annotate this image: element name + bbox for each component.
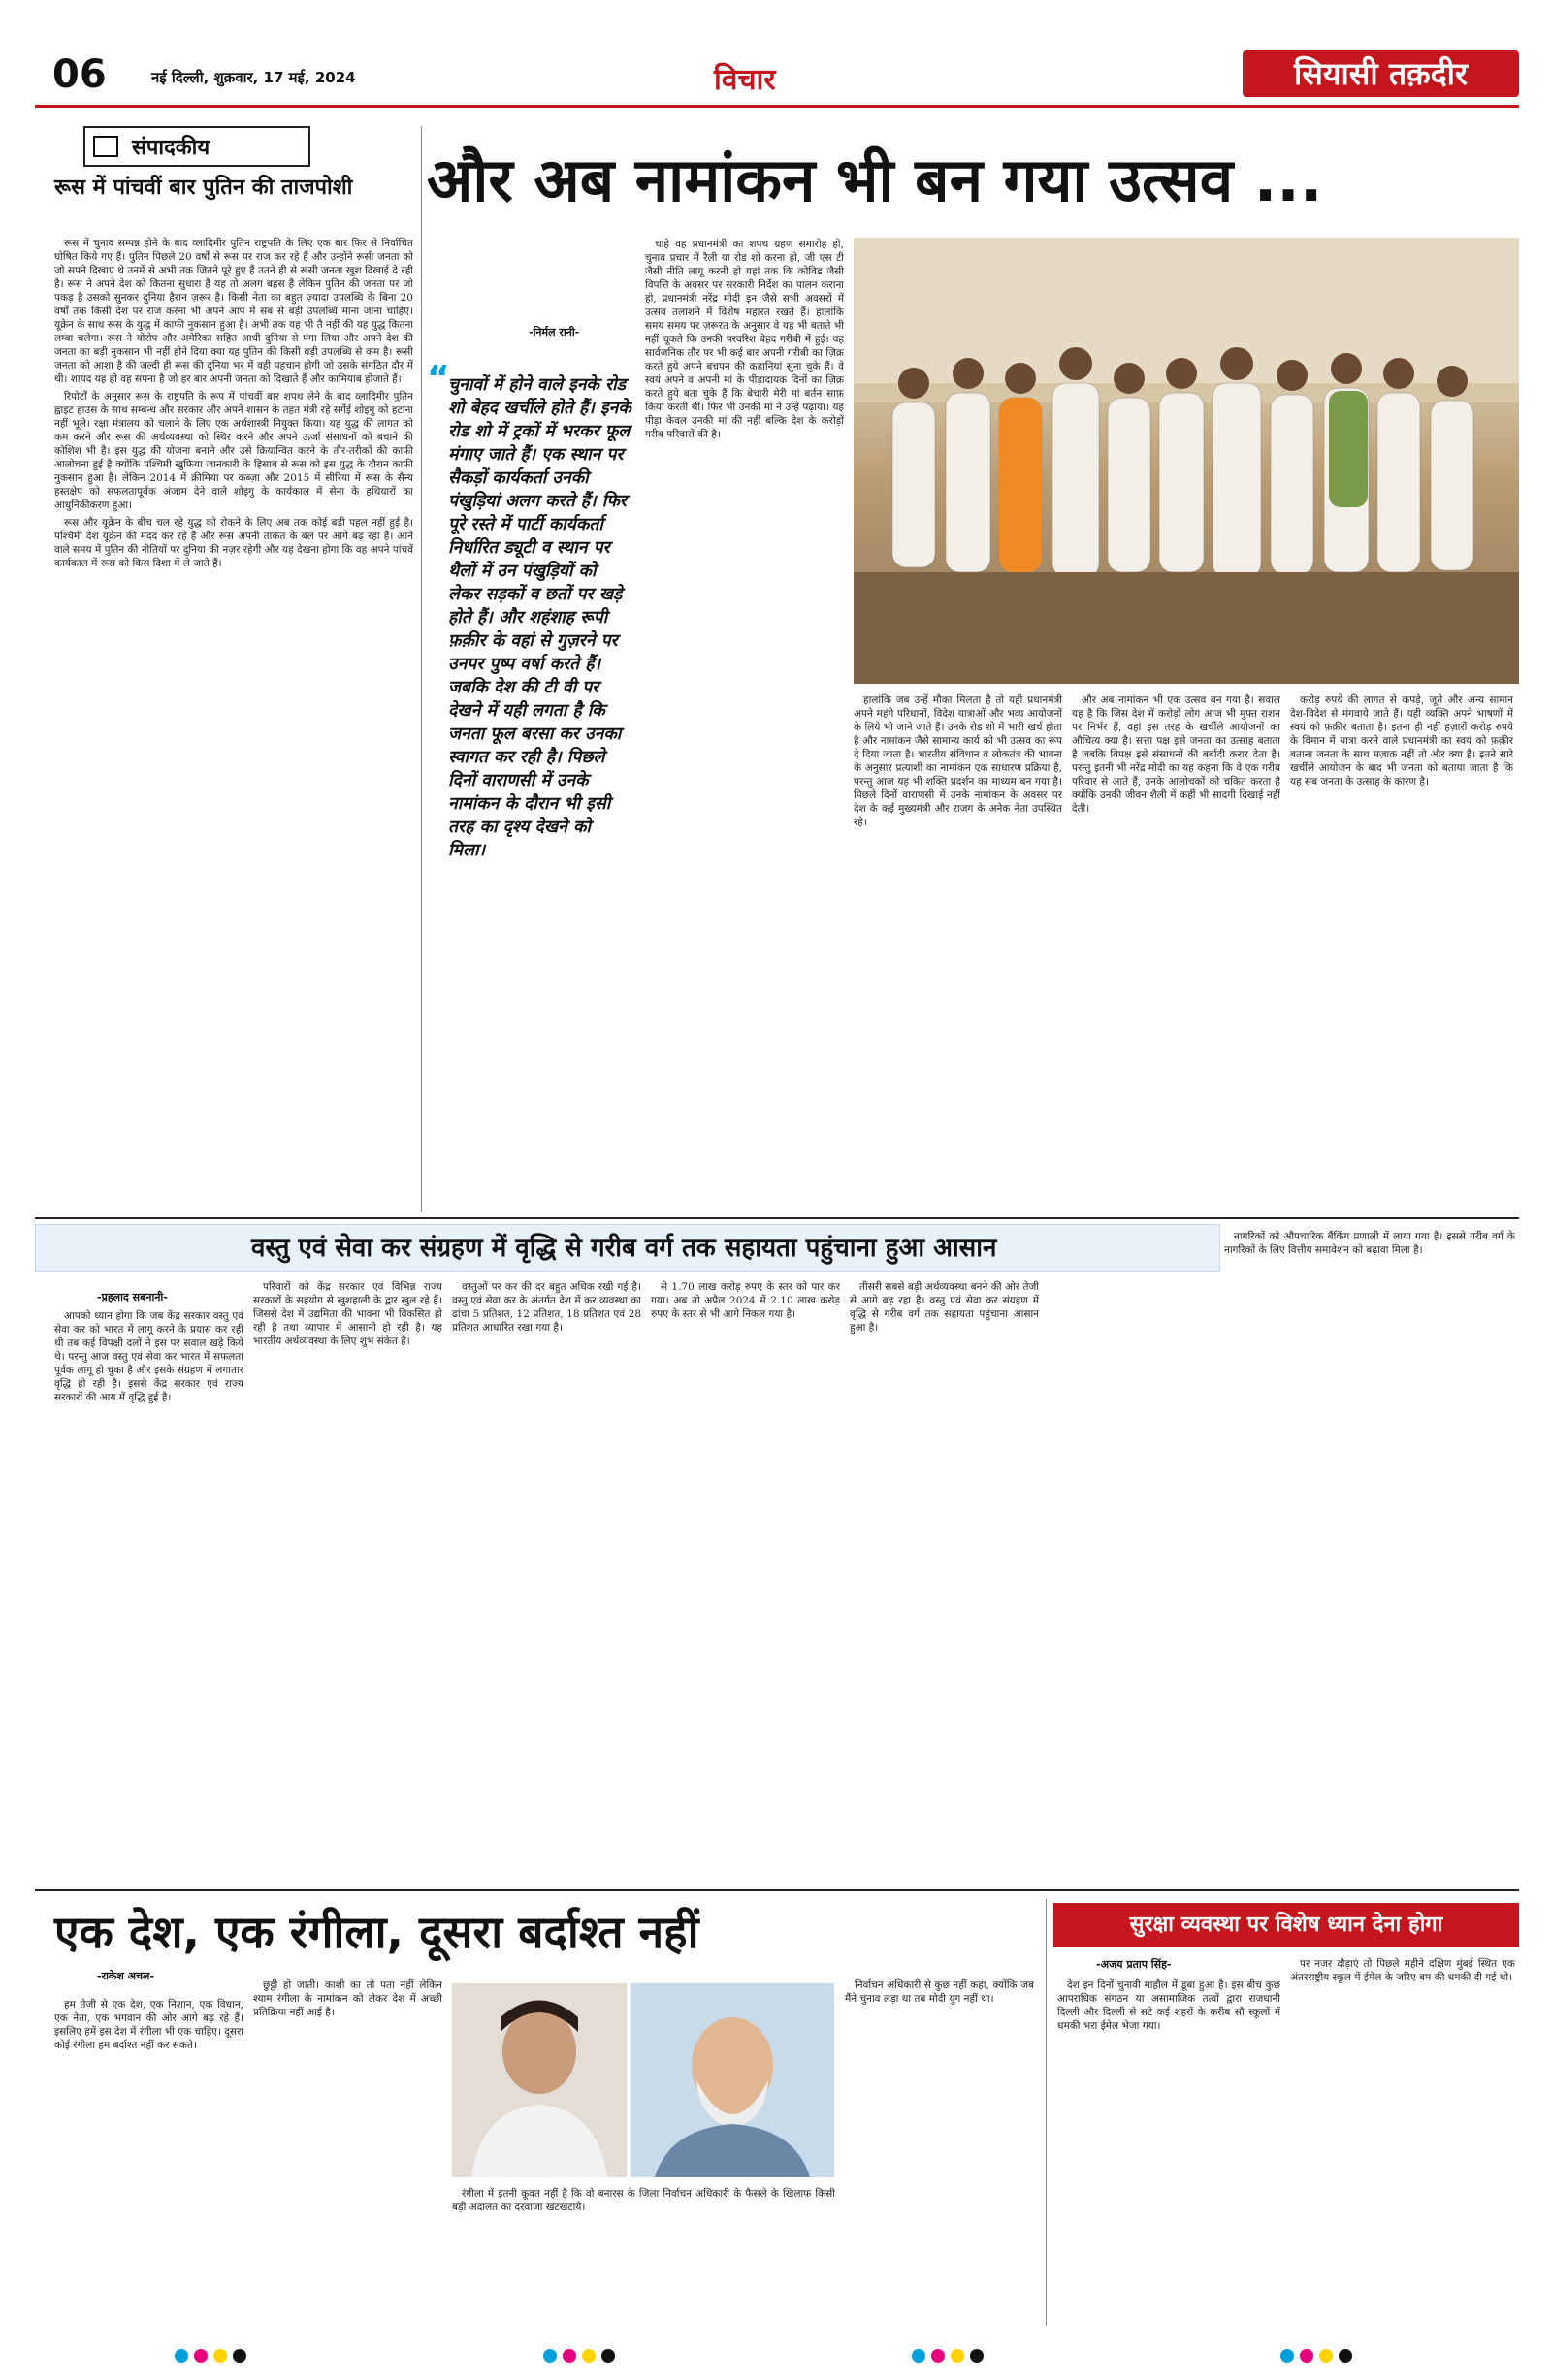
header-rule — [35, 105, 1519, 108]
registration-dot — [233, 2349, 246, 2363]
registration-dot — [931, 2349, 945, 2363]
lead-col-2 — [854, 693, 1062, 1207]
editorial-box — [54, 126, 404, 165]
gst-author: -प्रहलाद सबनानी- — [97, 1291, 168, 1303]
section-rule — [35, 1217, 1519, 1219]
lead-col-4 — [1290, 693, 1513, 1207]
gst-text: आपको ध्यान होगा कि जब केंद्र सरकार वस्तु एवं सेवा कर को भारत में लागू करने के प्रयास कर रही थी तब कई विपक्षी दलों ने इस पर सवाल खड़े किये थे। परन्तु आज वस्तु एवं सेवा कर भारत में सफलता पूर्वक लागू हो चुका है और इसके संग्रहण में लगातार वृद्धि हो रही है। इससे केंद्र सरकार एवं राज्य सरकारों की आय में वृद्धि हुई है। — [54, 1310, 243, 1403]
color-registration-strip — [0, 2345, 1552, 2368]
registration-dot — [194, 2349, 208, 2363]
pen-icon — [93, 136, 118, 157]
lead-headline: और अब नामांकन भी बन गया उत्सव ... — [427, 145, 1323, 215]
dateline: नई दिल्ली, शुक्रवार, 17 मई, 2024 — [151, 69, 356, 86]
registration-dot — [1300, 2349, 1313, 2363]
gst-col-6 — [1224, 1230, 1515, 1881]
security-text: देश इन दिनों चुनावी माहौल में डूबा हुआ है। इस बीच कुछ आपराधिक संगठन या असामाजिक तत्वों द्वारा राजधानी दिल्ली और दिल्ली से सटे कई शहरों के करीब सौ स्कूलों में धमकी भरा ईमेल भेजा गया। — [1057, 1979, 1280, 2032]
rangila-author: -राकेश अचल- — [97, 1970, 155, 1982]
person-illustration — [452, 1983, 627, 2177]
nomination-photo — [854, 238, 1519, 684]
gst-col-2 — [253, 1280, 442, 1881]
editorial-paragraph: रिपोर्टों के अनुसार रूस के राष्ट्रपति के रूप में पांचवीं बार शपथ लेने के बाद व्लादिमीर पुतिन ह्वाइट हाउस के साथ सम्बन्ध और सरकार और अपने शासन के तहत मंत्री रहे सर्गेई शोइगु को हटाना नहीं भूले। रक्षा मंत्रालय को चलाने के लिए एक अर्थशास्त्री नियुक्त किया। यह युद्ध की लागत को कम करने और रूस की अर्थव्यवस्था को स्थिर करने और अपने ऊर्जा संसाधनों को बचाने की कोशिश भी है। इस युद्ध की योजना बनाने और उसे क्रियान्वित करने के तौर-तरीकों की काफी आलोचना हुई है क्योंकि पश्चिमी खुफिया जानकारी के हिसाब से रूस को इस युद्ध के दौरान काफी नुकसान हुआ है। लेकिन 2014 में क्रीमिया पर कब्ज़ा और 2015 में सीरिया में रूस के सैन्य हस्तक्षेप को सफलतापूर्वक अंजाम देने वाले शोइगु के कार्यकाल में सेना के हथियारों का आधुनिकीकरण हुआ। — [54, 391, 413, 511]
gst-headline: वस्तु एवं सेवा कर संग्रहण में वृद्धि से गरीब वर्ग तक सहायता पहुंचाना हुआ आसान — [251, 1234, 997, 1263]
registration-dot — [543, 2349, 557, 2363]
lead-text: चाहे वह प्रधानमंत्री का शपथ ग्रहण समारोह हो, चुनाव प्रचार में रैली या रोड शो करना हो, जी एस टी जैसी नीति लागू करनी हो यहां तक कि कोविड जैसी विपत्ति के अवसर पर सरकारी निर्देश का पालन कराना हो, प्रधानमंत्री नरेंद्र मोदी इन जैसे सभी अवसरों में उत्सव तलाशने में विशेष महारत रखते हैं। हालांकि समय समय पर ज़रूरत के अनुसार वे यह भी बताते भी नहीं चूकते कि उनकी परवरिश बेहद गरीबी में हुई। वह सार्वजनिक तौर पर भी कई बार अपनी गरीबी का ज़िक्र करते हुये अपने बचपन की कहानियां सुना चुके हैं। वे स्वयं अपने व अपनी मां के पीड़ादायक दिनों का ज़िक्र करते हुये बता चुके हैं कि बेचारी मेरी मां बर्तन साफ़ किया करती थीं। फिर भी उनकी मां ने उन्हें पढ़ाया। यह पीड़ा केवल उनकी मां की नहीं बल्कि देश के करोड़ों गरीब परिवारों की है। — [645, 239, 844, 440]
gst-col-5 — [850, 1280, 1039, 1881]
column-divider — [421, 126, 422, 1212]
section-rule — [35, 1889, 1519, 1891]
lead-text: हालांकि जब उन्हें मौका मिलता है तो यही प्रधानमंत्री अपने महंगे परिधानों, विदेश यात्राओं और भव्य आयोजनों के लिये भी जाने जाते हैं। उनके रोड शो में भारी खर्च होता है और नामांकन जैसे सामान्य कार्य को भी उत्सव का रूप दे दिया जाता है। भारतीय संविधान व लोकतंत्र की भावना के अनुसार प्रत्याशी का नामांकन एक साधारण प्रक्रिया है, परन्तु आज यह भी शक्ति प्रदर्शन का माध्यम बन गया है। पिछले दिनों वाराणसी में उनके नामांकन के अवसर पर देश के कई मुख्यमंत्री और राजग के अनेक नेता उपस्थित रहे। — [854, 694, 1062, 828]
rangila-col-3 — [452, 2187, 835, 2328]
lead-pullquote: चुनावों में होने वाले इनके रोड शो बेहद खर्चीले होते हैं। इनके रोड शो में ट्रकों में भरकर फूल मंगाए जाते हैं। एक स्थान पर सैकड़ों कार्यकर्ता उनकी पंखुड़ियां अलग करते हैं। फिर पूरे रस्ते में पार्टी कार्यकर्ता निर्धारित ड्यूटी व स्थान पर थैलों में उन पंखुड़ियों को लेकर सड़कों व छतों पर खड़े होते हैं। और शहंशाह रूपी फ़क़ीर के वहां से गुज़रने पर उनपर पुष्प वर्षा करते हैं। जबकि देश की टी वी पर देखने में यही लगता है कि जनता फूल बरसा कर उनका स्वागत कर रही है। पिछले दिनों वाराणसी में उनके नामांकन के दौरान भी इसी तरह का दृश्य देखने को मिला। — [448, 375, 631, 860]
quote-mark-icon: “ — [427, 359, 450, 399]
gst-headline-bar — [35, 1224, 1220, 1272]
editorial-title: रूस में पांचवीं बार पुतिन की ताजपोशी — [54, 176, 353, 200]
registration-dot — [1339, 2349, 1352, 2363]
section-title: विचार — [714, 63, 776, 97]
editorial-paragraph: रूस में चुनाव सम्पन्न होने के बाद व्लादिमीर पुतिन राष्ट्रपति के लिए एक बार फिर से निर्वाचित घोषित किये गए हैं। पुतिन पिछले 20 वर्षों से रूस पर राज कर रहे हैं और उन्होंने रूसी जनता को जो सपने दिखाए थे उनमें से अभी तक जितने पूरे हुए हैं उतने ही से रूसी जनता खुश दिखाई दे रही है। रूस ने अपने देश को कितना सुधारा है यह तो अलग बहस है लेकिन पुतिन की जनता पर जो पकड़ है उसको सुनकर दुनिया हैरान ज़रूर है। किसी नेता का बहुत ज़्यादा उपलब्धि के बिना 20 वर्षों तक किसी देश पर राज करना भी अपने आप में सब से बड़ी उपलब्धि माना जाना चाहिए। यूक्रेन के साथ रूस के युद्ध में काफी नुकसान हुआ है। अभी तक यह भी तै नहीं की यह युद्ध कितना लम्बा चलेगा। रूस ने योरोप और अमेरिका सहित आधी दुनिया से पंगा लिया और अपने देश की जनता का बड़ी नुकसान भी नहीं होने दिया क्या यह पुतिन की किसी बड़ी उपलब्धि से कम है। रूसी जनता को आशा है की जल्दी ही रूस की दुनिया भर में वही पहचान होगी जो उसके संगठित दौर में थी। शायद यह ही वह सपना है जो हर बार अपनी जनता को दिखाते हैं और कामियाब होजाते हैं। — [54, 238, 413, 385]
lead-col-3 — [1072, 693, 1280, 1207]
gst-col-3 — [452, 1280, 641, 1881]
rangila-text: रंगीला में इतनी कूवत नहीं है कि वो बनारस के जिला निर्वाचन अधिकारी के फैसले के खिलाफ किसी बड़ी अदालत का दरवाजा खटखटाये। — [452, 2188, 835, 2213]
person-illustration — [630, 1983, 834, 2177]
editorial-label-box — [83, 126, 310, 167]
gst-col-1 — [54, 1309, 243, 1881]
lead-col-1 — [645, 238, 844, 1207]
security-col-2 — [1290, 1957, 1515, 2328]
right-banner-text: सियासी तक़दीर — [1293, 55, 1468, 92]
registration-dot — [1319, 2349, 1333, 2363]
editorial-label: संपादकीय — [132, 136, 210, 160]
gst-text: तीसरी सबसे बड़ी अर्थव्यवस्था बनने की ओर तेजी से आगे बढ़ रहा है। वस्तु एवं सेवा कर संग्रहण में वृद्धि से गरीब वर्ग तक सहायता पहुंचाना आसान हुआ है। — [850, 1281, 1039, 1334]
registration-dot — [1280, 2349, 1294, 2363]
gst-text: वस्तुओं पर कर की दर बहुत अधिक रखी गई है। वस्तु एवं सेवा कर के अंतर्गत देश में कर व्यवस्था का ढांचा 5 प्रतिशत, 12 प्रतिशत, 18 प्रतिशत एवं 28 प्रतिशत आधारित रखा गया है। — [452, 1281, 641, 1334]
page-header — [35, 48, 1519, 103]
column-divider — [1046, 1899, 1047, 2326]
lead-author: -निर्मल रानी- — [529, 326, 580, 338]
registration-dot — [175, 2349, 188, 2363]
registration-dot — [951, 2349, 964, 2363]
security-headline-bar — [1053, 1903, 1519, 1947]
gst-text: से 1.70 लाख करोड़ रुपए के स्तर को पार कर गया। अब तो अप्रैल 2024 में 2.10 लाख करोड़ रुपए के स्तर से भी आगे निकल गया है। — [651, 1281, 840, 1320]
registration-dot — [213, 2349, 227, 2363]
rangila-col-2 — [253, 1978, 442, 2328]
page-number: 06 — [52, 52, 107, 97]
rangila-text: छुट्टी हो जाती। काशी का तो पता नहीं लेकिन श्याम रंगीला के नामांकन को लेकर देश में अच्छी प्रतिक्रिया नहीं आई है। — [253, 1979, 442, 2018]
registration-dot — [563, 2349, 576, 2363]
right-banner — [1243, 50, 1519, 97]
modi-photo — [630, 1983, 834, 2177]
security-col-1 — [1057, 1978, 1280, 2328]
lead-text: करोड़ रुपये की लागत से कपड़े, जूते और अन्य सामान देश-विदेश से मंगवाये जाते हैं। यही व्यक्ति अपने भाषणों में स्वयं को फ़क़ीर बताता है। इतना ही नहीं हज़ारों करोड़ रुपये के विमान में यात्रा करने वाले प्रधानमंत्री का स्वयं को फ़क़ीर बताना जनता के साथ मज़ाक़ नहीं तो और क्या है। इतने सारे खर्चीले आयोजन के बाद भी जनता को बताया जाता है कि यह सब जनता के उत्साह के कारण है। — [1290, 694, 1513, 788]
registration-dot — [601, 2349, 615, 2363]
rangila-text: हम तेजी से एक देश, एक निशान, एक विधान, एक नेता, एक भगवान की ओर आगे बढ़ रहे हैं। इसलिए हमें इस देश में रंगीला भी एक चाहिए। दूसरा कोई रंगीला हम बर्दाश्त नहीं कर सकते। — [54, 1999, 243, 2051]
rangila-headline: एक देश, एक रंगीला, दूसरा बर्दाश्त नहीं — [54, 1906, 699, 1958]
security-author: -अजय प्रताप सिंह- — [1096, 1958, 1172, 1971]
gst-col-4 — [651, 1280, 840, 1881]
editorial-body — [54, 237, 413, 1206]
registration-dot — [912, 2349, 925, 2363]
editorial-paragraph: रूस और यूक्रेन के बीच चल रहे युद्ध को रोकने के लिए अब तक कोई बड़ी पहल नहीं हुई है। पश्चिमी देश यूक्रेन की मदद कर रहे हैं और रूस अपनी ताकत के बल पर आगे बढ़ रहा है। आने वाले समय में पुतिन की नीतियों पर दुनिया की नज़र रहेगी और यह देखना होगा कि वह अपने पांचवें कार्यकाल में रूस को किस दिशा में ले जाते हैं। — [54, 517, 413, 569]
security-headline: सुरक्षा व्यवस्था पर विशेष ध्यान देना होगा — [1129, 1913, 1443, 1937]
rangila-text: निर्वाचन अधिकारी से कुछ नहीं कहा, क्योंकि जब मैंने चुनाव लड़ा था तब मोदी युग नहीं था। — [845, 1979, 1034, 2005]
registration-dot — [582, 2349, 596, 2363]
gst-text: नागरिकों को औपचारिक बैंकिंग प्रणाली में लाया गया है। इससे गरीब वर्ग के नागरिकों के लिए वित्तीय समावेशन को बढ़ावा मिला है। — [1224, 1231, 1515, 1256]
lead-text: और अब नामांकन भी एक उत्सव बन गया है। सवाल यह है कि जिस देश में करोड़ों लोग आज भी मुफ्त राशन पर निर्भर हैं, वहां इस तरह के खर्चीले आयोजनों का औचित्य क्या है। सत्ता पक्ष इसे जनता का उत्साह बताता है जबकि विपक्ष इसे संसाधनों की बर्बादी करार देता है। परन्तु इतनी भी नरेंद्र मोदी का यह कहना कि वे एक गरीब परिवार से आते हैं, उनके आलोचकों को चकित करता है क्योंकि उनकी जीवन शैली में कहीं भी सादगी दिखाई नहीं देती। — [1072, 694, 1280, 815]
comedian-photo — [452, 1983, 627, 2177]
crowd-illustration — [854, 238, 1519, 684]
security-text: पर नजर दौड़ाएं तो पिछले महीने दक्षिण मुंबई स्थित एक अंतरराष्ट्रीय स्कूल में ईमेल के जरिए बम की धमकी दी गई थी। — [1290, 1958, 1515, 1983]
rangila-col-4 — [845, 1978, 1034, 2328]
gst-text: परिवारों को केंद्र सरकार एवं विभिन्न राज्य सरकारों के सहयोग से खुशहाली के द्वार खुल रहे हैं। जिससे देश में उद्यमिता की भावना भी विकसित हो रही है तथा व्यापार में आसानी हो रही है। यह भारतीय अर्थव्यवस्था के लिए शुभ संकेत है। — [253, 1281, 442, 1347]
rangila-col-1 — [54, 1998, 243, 2328]
registration-dot — [970, 2349, 984, 2363]
